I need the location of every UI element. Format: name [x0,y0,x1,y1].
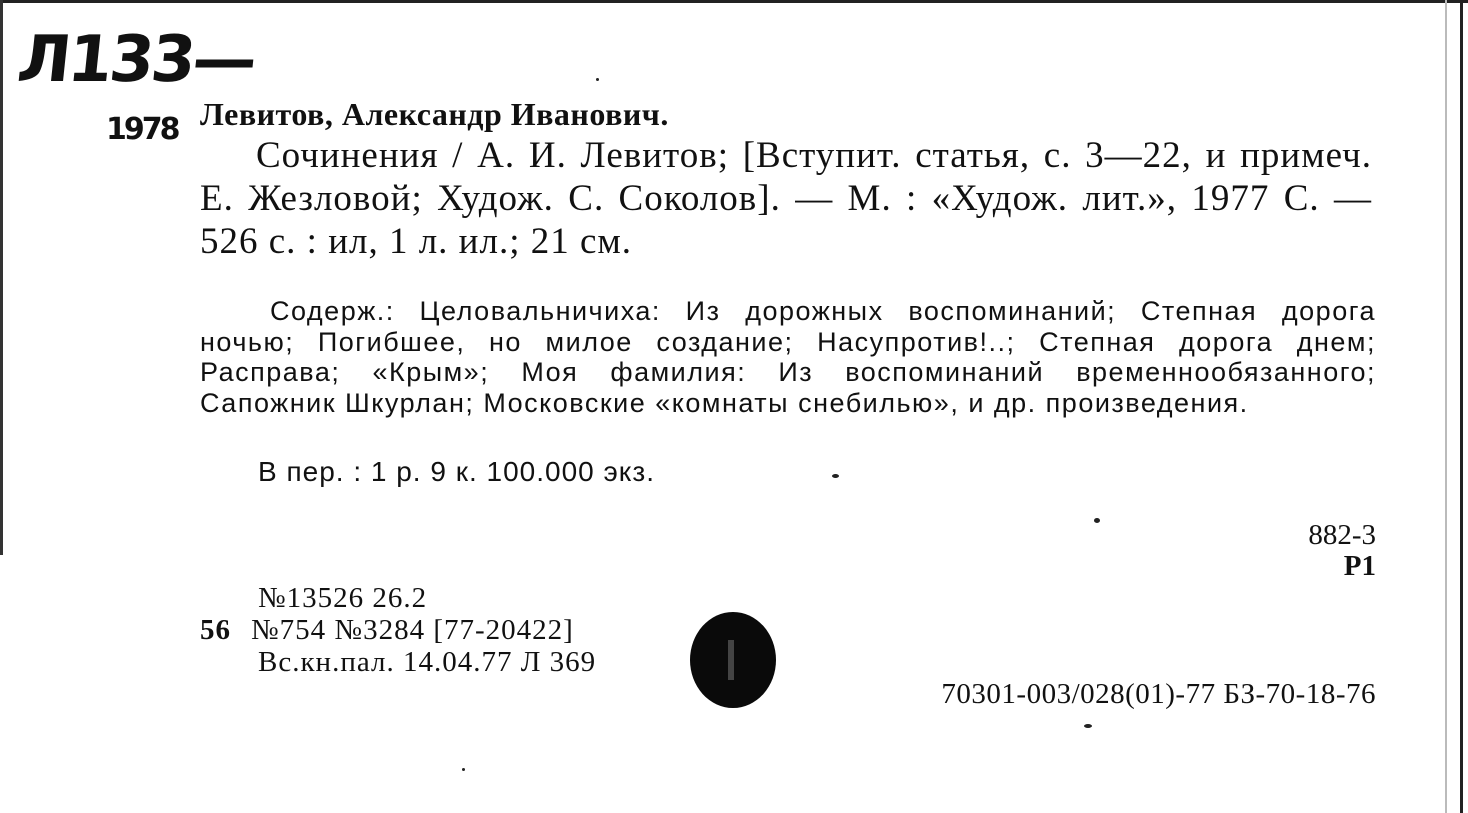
card-right-inner-edge [1445,0,1447,813]
registration-line-2 [200,614,574,647]
classification-mark: P1 [1343,550,1376,582]
registration-numbers: №754 №3284 [77-20422] [251,614,574,646]
handwritten-shelfmark: Л133— [14,23,258,97]
registration-prefix: 56 [200,614,231,646]
price-and-print-run: В пер. : 1 р. 9 к. 100.000 экз. [258,456,655,487]
ink-speck [462,768,465,771]
classification-block [1240,520,1376,582]
classification-code: 882-3 [1308,519,1376,551]
catalog-number: 70301-003/028(01)-77 БЗ-70-18-76 [941,678,1376,710]
contents-note: Содерж.: Целовальничиха: Из дорожных воспоминаний; Степная дорога ночью; Погибшее, но милое создание; Насупротив!..; Степная дорога днем; Расправа; «Крым»; Моя фамилия: Из воспоминаний временнообязанного; Сапожник Шкурлан; Московские «комнаты снебилью», и др. произведения. [200,296,1376,418]
punch-hole [690,612,776,708]
ink-speck [1094,518,1100,523]
ink-speck [1084,724,1092,728]
bibliographic-description: Сочинения / А. И. Левитов; [Вступит. статья, с. 3—22, и примеч. Е. Жезловой; Худож. С. Соколов]. — М. : «Худож. лит.», 1977 С. — 526 с. : ил, 1 л. ил.; 21 см. [200,135,1372,262]
ink-speck [596,78,599,81]
author-heading: Левитов, Александр Иванович. [200,96,669,132]
card-right-edge [1460,0,1463,813]
registration-line-3: Вс.кн.пал. 14.04.77 Л 369 [258,646,597,678]
registration-line-1: №13526 26.2 [258,582,428,614]
ink-speck [832,474,839,478]
card-left-edge [0,0,3,555]
card-top-edge [0,0,1468,3]
shelfmark-year: 1978 [106,112,178,147]
